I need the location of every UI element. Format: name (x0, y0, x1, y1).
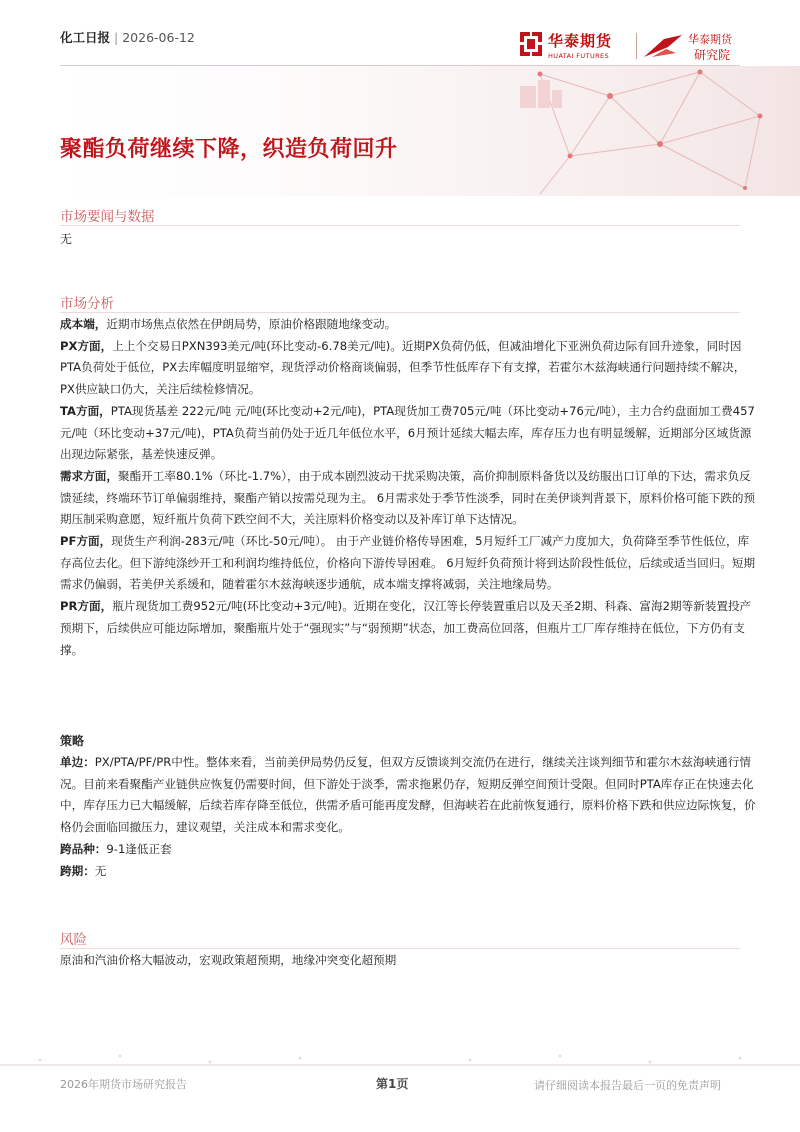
page-number: 第1页 (376, 1077, 409, 1091)
research-logo-mark-icon (642, 33, 684, 59)
analysis-paragraph-demand (60, 466, 760, 531)
paragraph-label: 需求方面， (60, 468, 118, 483)
footer-report-name: 2026年期货市场研究报告 (60, 1078, 187, 1091)
paragraph-text: PTA现货基差 222元/吨 元/吨(环比变动+2元/吨)，PTA现货加工费705元/吨（环比变动+76元/吨），主力合约盘面加工费457元/吨（环比变动+37元/吨)，PTA负荷当前仍处于近几年低位水平，6月预计延续大幅去库，库存压力也有明显缓解，近期部分区域货源出现边际紧张，基差快速反弹。 (60, 403, 755, 462)
paragraph-text: 无 (94, 863, 107, 878)
header-network-decoration (0, 66, 800, 196)
paragraph-text: 聚酯开工率80.1%（环比-1.7%），由于成本剧烈波动干扰采购决策，高价抑制原料备货以及纺服出口订单的下达，需求负反馈延续，终端环节订单偏弱维持，聚酯产销以按需兑现为主。 6月需求处于季节性淡季，同时在美伊谈判背景下，原料价格可能下跌的预期压制采购意愿，短纤瓶片负荷下跌空间不大，关注原料价格变动以及补库订单下达情况。 (60, 468, 756, 527)
logo-sub-line1: 华泰期货 (688, 33, 732, 46)
section-heading-news: 市场要闻与数据 (60, 209, 155, 225)
huatai-logo-mark-icon (520, 32, 542, 56)
paragraph-text: 上上个交易日PXN393美元/吨(环比变动-6.78美元/吨)。近期PX负荷仍低，但减油增化下亚洲负荷边际有回升迹象，同时因PTA负荷处于低位，PX去库幅度明显缩窄，现货浮动价格商谈偏弱，但季节性低库存下有支撑，若霍尔木兹海峡通行问题持续不解决，PX供应缺口仍大，关注后续检修情况。 (60, 338, 746, 397)
separator: | (114, 30, 119, 45)
report-date: 2026-06-12 (122, 30, 195, 45)
analysis-paragraph-pf (60, 531, 760, 596)
paragraph-text: 瓶片现货加工费952元/吨(环比变动+3元/吨)。近期在变化，汉江等长停装置重启以及天圣2期、科森、富海2期等新装置投产预期下，后续供应可能边际增加，聚酯瓶片处于“强现实”与“弱预期”状态，加工费高位回落，但瓶片工厂库存维持在低位，下方仍有支撑。 (60, 599, 752, 657)
logo-divider (636, 33, 637, 59)
analysis-paragraph-cost (60, 314, 760, 336)
news-content: 无 (60, 232, 73, 246)
strategy-body (60, 752, 760, 882)
strategy-paragraph-single (60, 752, 760, 839)
paragraph-label: 跨品种： (60, 841, 107, 856)
paragraph-label: 单边： (60, 755, 95, 769)
strategy-heading: 策略 (60, 734, 85, 748)
paragraph-label: 成本端， (60, 317, 107, 331)
paragraph-text: 近期市场焦点依然在伊朗局势，原油价格跟随地缘变动。 (106, 317, 397, 331)
analysis-body (60, 314, 760, 661)
logo-text-en: HUATAI FUTURES (548, 52, 610, 60)
report-type: 化工日报 (60, 30, 111, 45)
paragraph-label: 跨期： (60, 863, 95, 878)
section-rule (60, 948, 740, 949)
paragraph-label: PX方面， (60, 338, 113, 353)
footer-page-number (376, 1075, 408, 1092)
analysis-paragraph-ta (60, 401, 760, 466)
section-rule (60, 312, 740, 313)
research-institute-logo (642, 30, 752, 62)
risk-content: 原油和汽油价格大幅波动，宏观政策超预期，地缘冲突变化超预期 (60, 953, 397, 967)
logo-sub-line2: 研究院 (694, 48, 731, 62)
section-heading-analysis: 市场分析 (60, 296, 114, 312)
paragraph-label: TA方面， (60, 403, 111, 418)
strategy-paragraph-cross-variety (60, 839, 760, 861)
paragraph-text: 现货生产利润-283元/吨（环比-50元/吨）。 由于产业链价格传导困难，5月短纤工厂减产力度加大，负荷降至季节性低位，库存高位去化。但下游纯涤纱开工和利润均维持低位，价格向下游传导困难。 6月短纤负荷预计将到达阶段性低位，后续或适当回归。短期需求仍偏弱，若美伊关系缓和，随着霍尔木兹海峡逐步通航，成本端支撑将减弱，关注地缘局势。 (60, 534, 756, 592)
analysis-paragraph-pr (60, 596, 760, 661)
strategy-paragraph-cross-period (60, 861, 760, 883)
logo-text-cn: 华泰期货 (548, 32, 613, 50)
section-rule (60, 225, 740, 226)
paragraph-text: 9-1逢低正套 (106, 841, 172, 856)
page-header (0, 0, 800, 200)
paragraph-label: PF方面， (60, 534, 112, 549)
paragraph-text: PX/PTA/PF/PR中性。整体来看，当前美伊局势仍反复，但双方反馈谈判交流仍在进行，继续关注谈判细节和霍尔木兹海峡通行情况。目前来看聚酯产业链供应恢复仍需要时间，但下游处于淡季，需求拖累仍存，短期反弹空间预计受限。但同时PTA库存正在快速去化中，库存压力已大幅缓解，后续若库存降至低位，供需矛盾可能再度发酵，但海峡若在此前恢复通行，原料价格下跌和供应边际恢复，价格仍会面临回撤压力，建议观望，关注成本和需求变化。 (60, 755, 756, 835)
footer-disclaimer-note: 请仔细阅读本报告最后一页的免责声明 (534, 1079, 721, 1092)
report-meta (60, 28, 195, 46)
report-title: 聚酯负荷继续下降，织造负荷回升 (60, 137, 398, 162)
section-heading-risk: 风险 (60, 932, 87, 948)
huatai-futures-logo (520, 30, 630, 62)
paragraph-label: PR方面， (60, 599, 113, 614)
analysis-paragraph-px (60, 336, 760, 401)
